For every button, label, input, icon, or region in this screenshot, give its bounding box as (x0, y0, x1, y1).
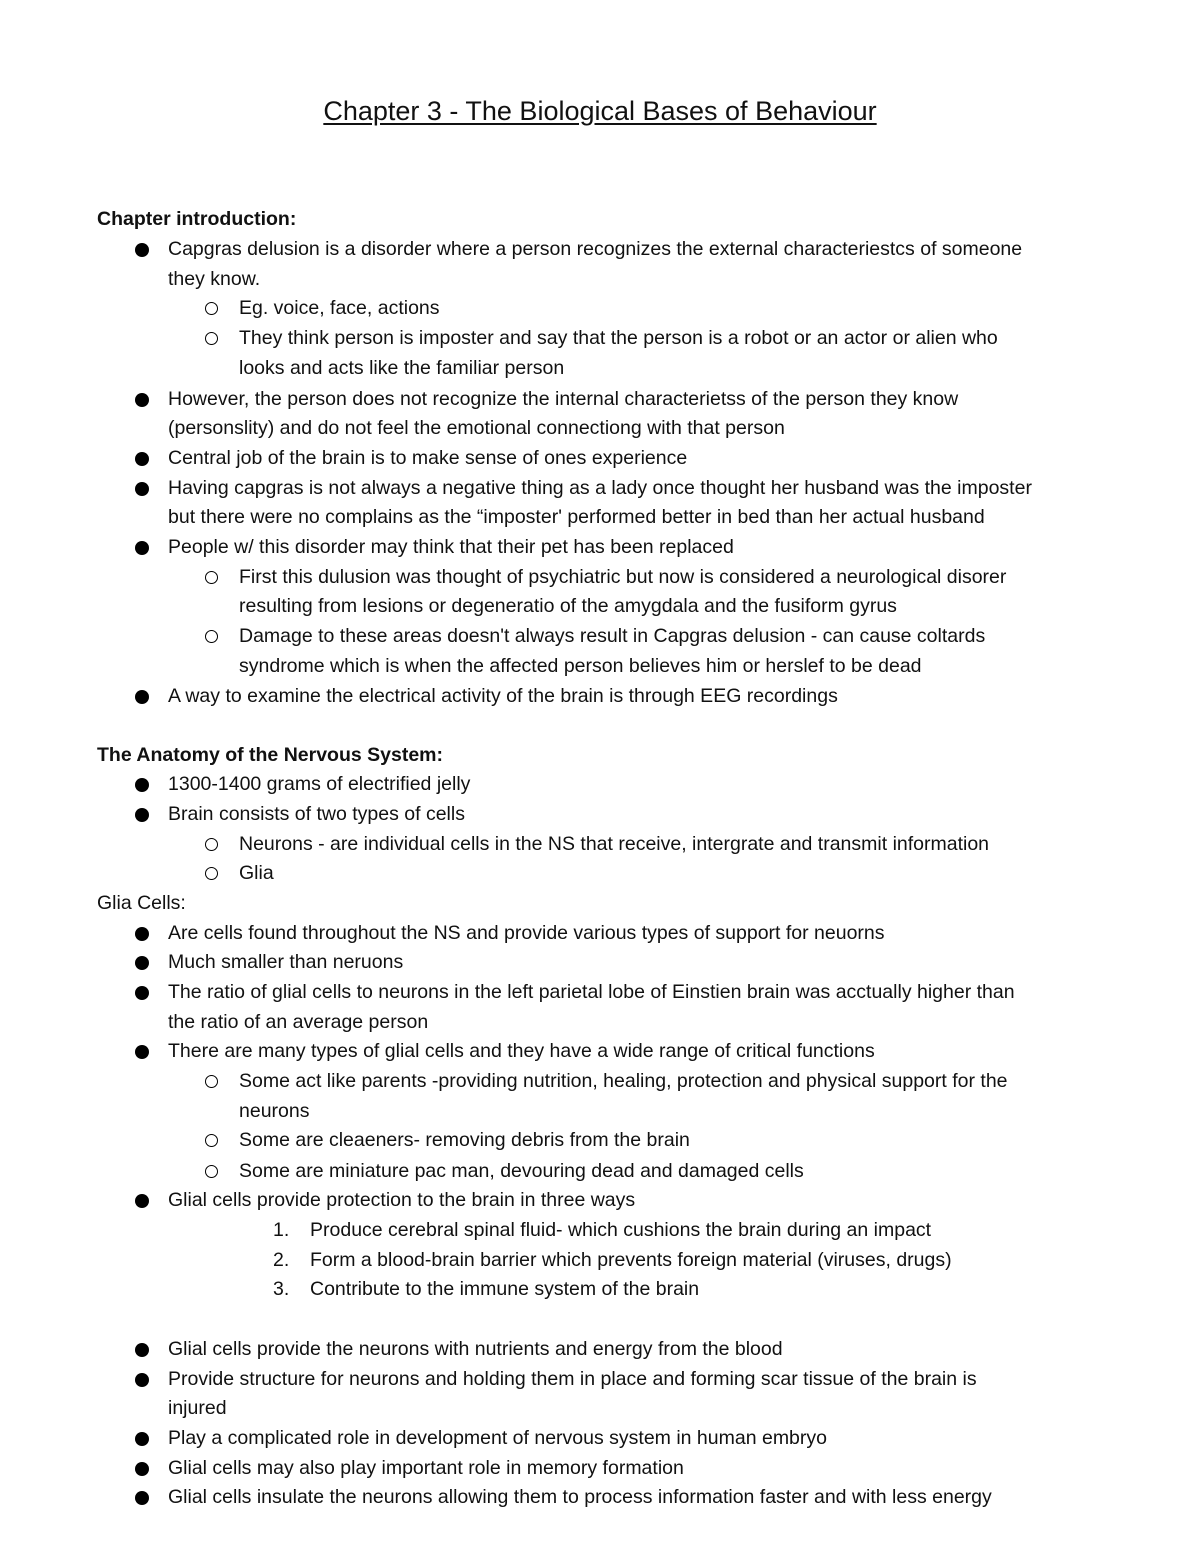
item-number: 1. (273, 1219, 290, 1241)
section-heading-anatomy: The Anatomy of the Nervous System: (97, 744, 444, 766)
bullet-icon (135, 808, 149, 822)
bullet-icon (135, 1432, 149, 1446)
sub-list-item: Some act like parents -providing nutrition, healing, protection and physical support for the (0, 1066, 1200, 1096)
list-item: Are cells found throughout the NS and provide various types of support for neuorns (0, 918, 1200, 948)
sub-list-item: Some are cleaeners- removing debris from the brain (0, 1125, 1200, 1155)
list-item: 1300-1400 grams of electrified jelly (0, 769, 1200, 799)
bullet-icon (135, 1194, 149, 1208)
sub-list-item: Some are miniature pac man, devouring dead and damaged cells (0, 1156, 1200, 1186)
hollow-bullet-icon (205, 867, 218, 880)
sub-list-item: First this dulusion was thought of psychiatric but now is considered a neurological disorer (0, 562, 1200, 592)
page-title: Chapter 3 - The Biological Bases of Behaviour (323, 96, 877, 126)
hollow-bullet-icon (205, 838, 218, 851)
list-item: There are many types of glial cells and they have a wide range of critical functions (0, 1036, 1200, 1066)
list-item: Glial cells may also play important role in memory formation (0, 1453, 1200, 1483)
item-number: 2. (273, 1249, 290, 1271)
bullet-icon (135, 541, 149, 555)
list-item: People w/ this disorder may think that their pet has been replaced (0, 532, 1200, 562)
numbered-item: 3. Contribute to the immune system of the brain (0, 1274, 1200, 1304)
bullet-icon (135, 690, 149, 704)
hollow-bullet-icon (205, 571, 218, 584)
bullet-icon (135, 1491, 149, 1505)
hollow-bullet-icon (205, 1165, 218, 1178)
bullet-icon (135, 393, 149, 407)
bullet-icon (135, 1373, 149, 1387)
list-item: The ratio of glial cells to neurons in the left parietal lobe of Einstien brain was acctually higher than (0, 977, 1200, 1007)
numbered-item: 1. Produce cerebral spinal fluid- which cushions the brain during an impact (0, 1215, 1200, 1245)
sub-list-item: Glia (0, 858, 1200, 888)
list-item: Capgras delusion is a disorder where a person recognizes the external characteriestcs of someone (0, 234, 1200, 264)
hollow-bullet-icon (205, 302, 218, 315)
bullet-icon (135, 1462, 149, 1476)
list-item: Glial cells provide protection to the brain in three ways (0, 1185, 1200, 1215)
section-heading-glia-cells: Glia Cells: (97, 892, 186, 914)
list-item-continuation: (personslity) and do not feel the emotional connectiong with that person (168, 417, 785, 439)
hollow-bullet-icon (205, 1075, 218, 1088)
list-item-continuation: they know. (168, 268, 261, 290)
list-item: However, the person does not recognize the internal characterietss of the person they know (0, 384, 1200, 414)
hollow-bullet-icon (205, 630, 218, 643)
sub-list-item-continuation: neurons (239, 1100, 310, 1122)
sub-list-item-continuation: looks and acts like the familiar person (239, 357, 565, 379)
list-item-continuation: injured (168, 1397, 227, 1419)
bullet-icon (135, 927, 149, 941)
sub-list-item: Neurons - are individual cells in the NS that receive, intergrate and transmit information (0, 829, 1200, 859)
sub-list-item-continuation: syndrome which is when the affected person believes him or herslef to be dead (239, 655, 922, 677)
bullet-icon (135, 1343, 149, 1357)
hollow-bullet-icon (205, 1134, 218, 1147)
list-item: Provide structure for neurons and holding them in place and forming scar tissue of the brain is (0, 1364, 1200, 1394)
list-item: Glial cells provide the neurons with nutrients and energy from the blood (0, 1334, 1200, 1364)
sub-list-item-continuation: resulting from lesions or degeneratio of the amygdala and the fusiform gyrus (239, 595, 897, 617)
list-item: A way to examine the electrical activity of the brain is through EEG recordings (0, 681, 1200, 711)
list-item: Glial cells insulate the neurons allowing them to process information faster and with less energy (0, 1482, 1200, 1512)
list-item: Having capgras is not always a negative thing as a lady once thought her husband was the imposter (0, 473, 1200, 503)
item-number: 3. (273, 1278, 290, 1300)
list-item: Central job of the brain is to make sense of ones experience (0, 443, 1200, 473)
bullet-icon (135, 243, 149, 257)
bullet-icon (135, 482, 149, 496)
bullet-icon (135, 986, 149, 1000)
sub-list-item: They think person is imposter and say that the person is a robot or an actor or alien who (0, 323, 1200, 353)
list-item: Much smaller than neruons (0, 947, 1200, 977)
bullet-icon (135, 956, 149, 970)
list-item: Play a complicated role in development of nervous system in human embryo (0, 1423, 1200, 1453)
bullet-icon (135, 1045, 149, 1059)
list-item-continuation: the ratio of an average person (168, 1011, 429, 1033)
section-heading-introduction: Chapter introduction: (97, 208, 297, 230)
hollow-bullet-icon (205, 332, 218, 345)
list-item: Brain consists of two types of cells (0, 799, 1200, 829)
numbered-item: 2. Form a blood-brain barrier which prevents foreign material (viruses, drugs) (0, 1245, 1200, 1275)
sub-list-item: Damage to these areas doesn't always result in Capgras delusion - can cause coltards (0, 621, 1200, 651)
sub-list-item: Eg. voice, face, actions (0, 293, 1200, 323)
bullet-icon (135, 778, 149, 792)
list-item-continuation: but there were no complains as the “imposter' performed better in bed than her actual husband (168, 506, 985, 528)
bullet-icon (135, 452, 149, 466)
